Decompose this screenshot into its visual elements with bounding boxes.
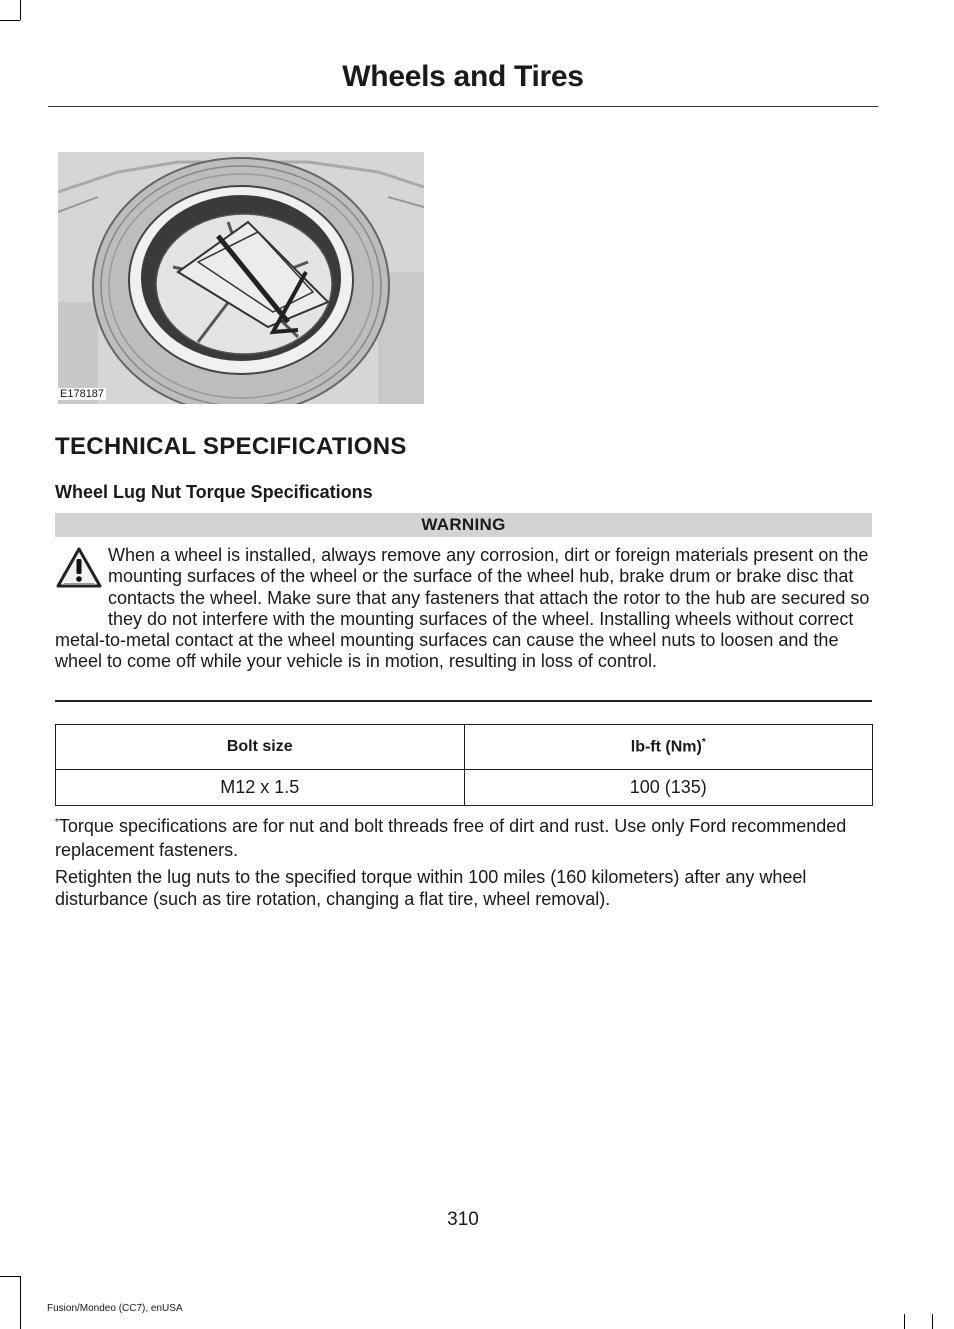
header-label: lb-ft (Nm): [630, 738, 702, 756]
crop-mark: [0, 1276, 20, 1277]
torque-spec-table: [55, 724, 873, 806]
table-header-cell: [464, 725, 873, 770]
table-cell: 100 (135): [464, 770, 873, 806]
figure-code: E178187: [60, 388, 105, 400]
section-title: TECHNICAL SPECIFICATIONS: [55, 433, 407, 460]
table-footnote: [55, 811, 875, 862]
table-row: [56, 770, 873, 806]
document-id: Fusion/Mondeo (CC7), enUSA: [47, 1303, 183, 1314]
icon-spacer: [55, 545, 108, 609]
footnote-marker: *: [701, 737, 706, 749]
footnote-text: Torque specifications are for nut and bolt threads free of dirt and rust. Use only Ford recommended replacement fasteners.: [55, 816, 847, 860]
warning-text-block: [55, 545, 873, 673]
table-header-row: [56, 725, 873, 770]
header-divider: [48, 106, 878, 107]
crop-mark: [932, 1314, 933, 1329]
section-subtitle: Wheel Lug Nut Torque Specifications: [55, 482, 373, 502]
crop-mark: [20, 1276, 21, 1329]
crop-mark: [904, 1314, 905, 1329]
crop-mark: [20, 0, 21, 20]
page-header-title: Wheels and Tires: [342, 60, 584, 93]
warning-label: WARNING: [55, 513, 872, 537]
warning-text: When a wheel is installed, always remove any corrosion, dirt or foreign materials present on the mounting surfaces of the wheel or the surface of the wheel hub, brake drum or brake disc that contacts the wheel. Make sure that any fasteners that attach the rotor to the hub are secured so they do not interfere with the mounting surfaces of the wheel. Installing wheels without correct metal-to-metal contact at the wheel mounting surfaces can cause the wheel nuts to loosen and the wheel to come off while your vehicle is in motion, resulting in loss of control.: [55, 545, 870, 672]
warning-divider: [55, 700, 872, 702]
spare-tire-illustration: [58, 152, 424, 404]
table-cell: M12 x 1.5: [56, 770, 465, 806]
header-label: Bolt size: [226, 738, 293, 755]
page-number: 310: [447, 1209, 479, 1230]
crop-mark: [0, 20, 20, 21]
footnote-marker: *: [55, 817, 59, 828]
retighten-paragraph: Retighten the lug nuts to the specified torque within 100 miles (160 kilometers) after any wheel disturbance (such as tire rotation, changing a flat tire, wheel removal).: [55, 867, 807, 909]
table-header-cell: [56, 725, 465, 770]
